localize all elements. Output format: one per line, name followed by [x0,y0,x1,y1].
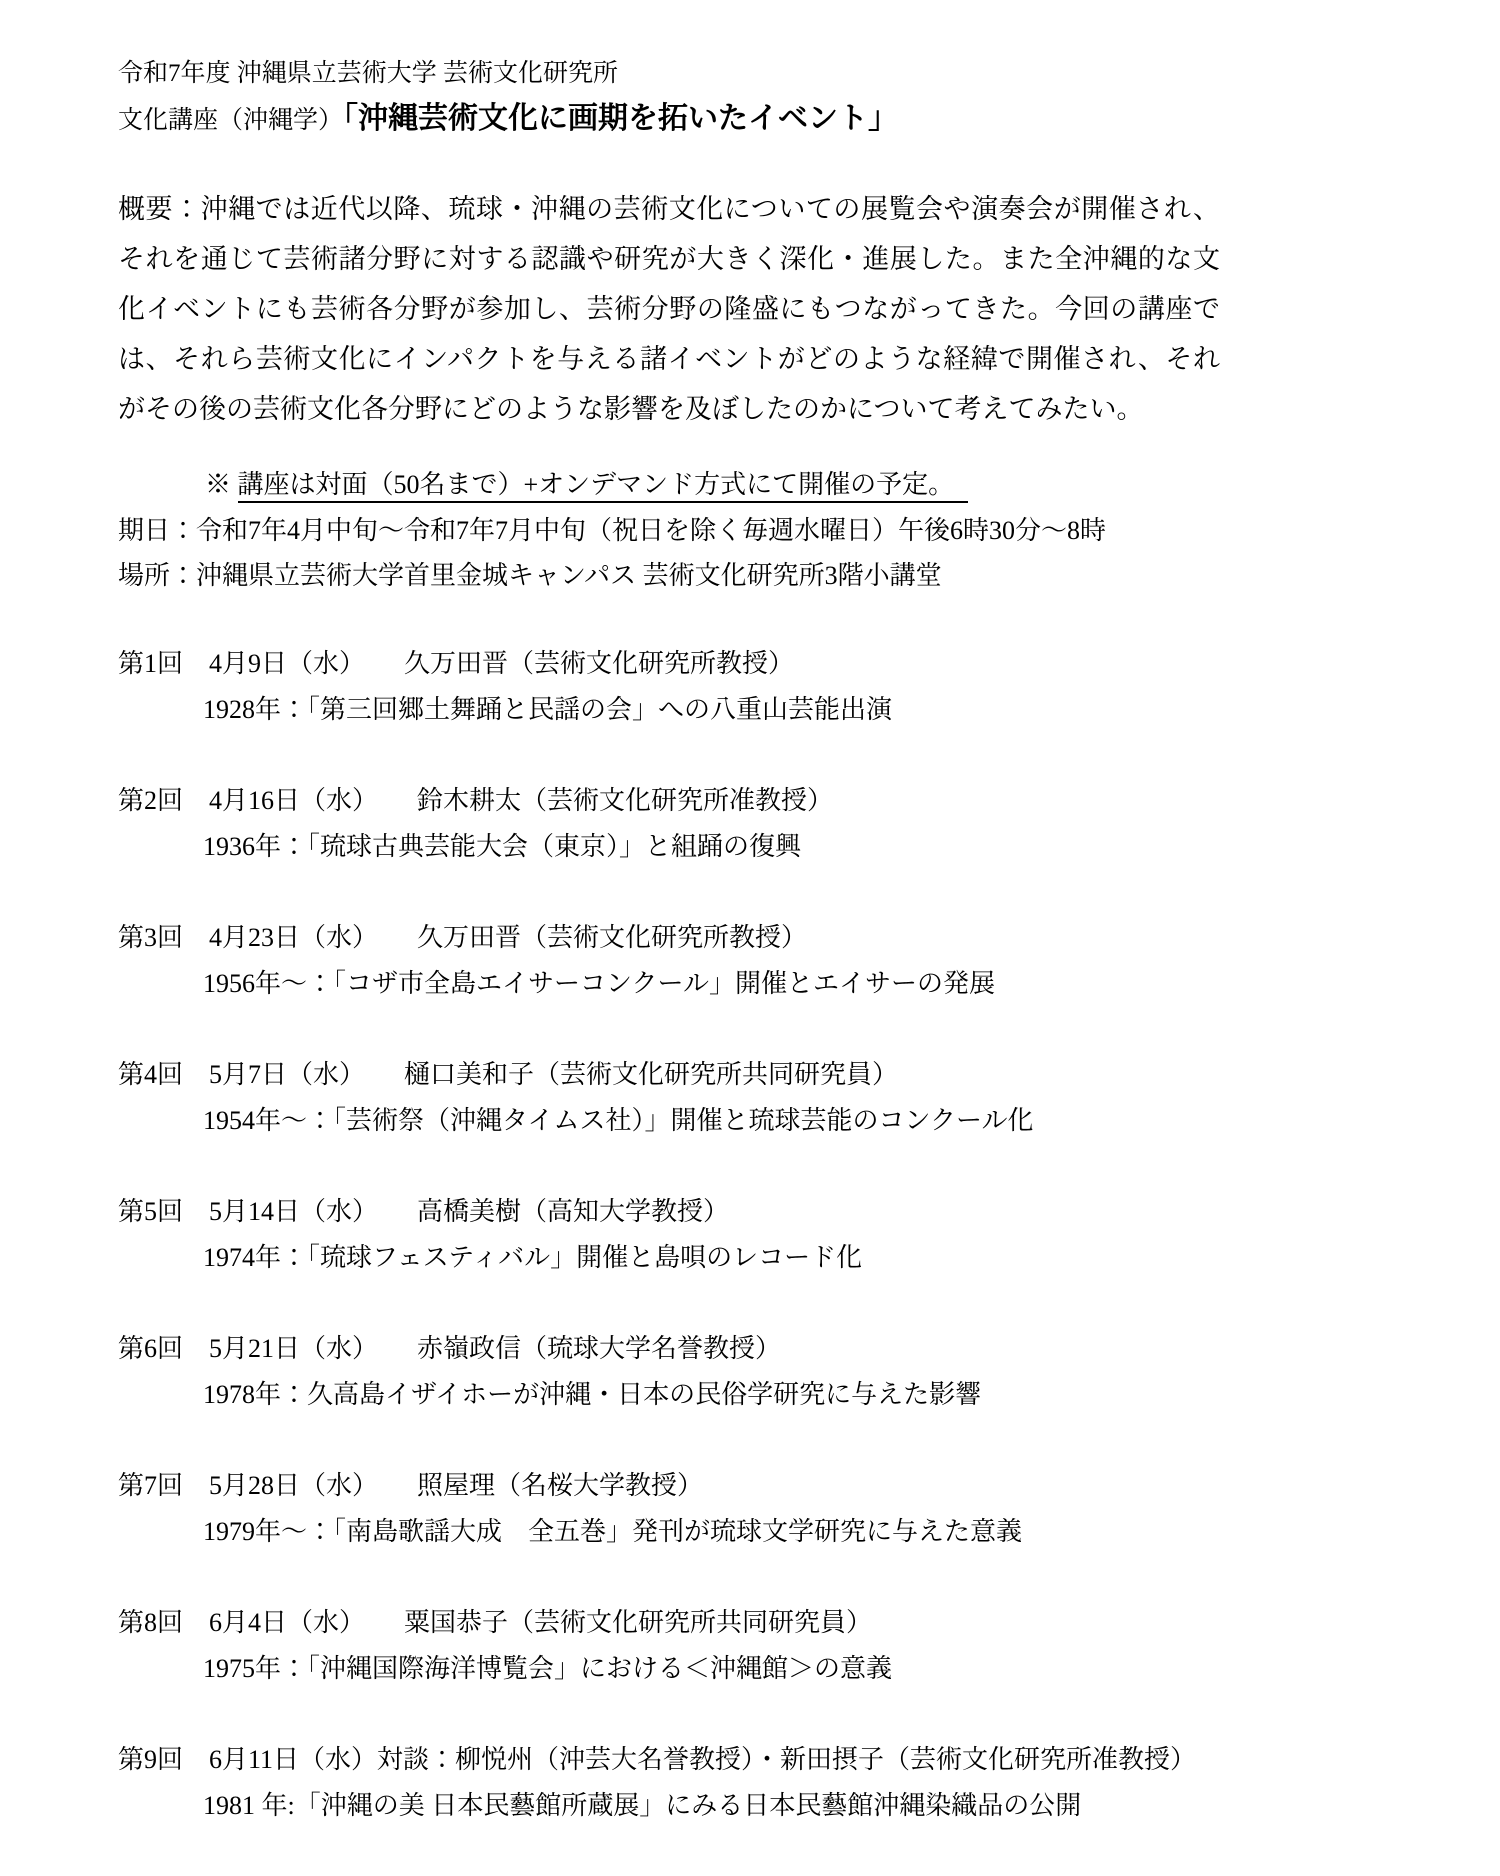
session-topic: 1975年：「沖縄国際海洋博覧会」における＜沖縄館＞の意義 [203,1654,893,1683]
session-topic: 1978年：久高島イザイホーが沖縄・日本の民俗学研究に与えた影響 [203,1380,982,1409]
date-line: 期日：令和7年4月中旬～令和7年7月中旬（祝日を除く毎週水曜日）午後6時30分～8時 [118,516,1107,545]
session-entry-9 [118,1737,1220,1829]
session-topic: 1954年～：「芸術祭（沖縄タイムス社）」開催と琉球芸能のコンクール化 [203,1106,1034,1135]
session-entry-2 [118,778,1220,870]
session-list [118,641,1220,1829]
session-topic: 1979年～：「南島歌謡大成 全五巻」発刊が琉球文学研究に与えた意義 [203,1517,1023,1546]
session-entry-1 [118,641,1220,733]
note-line [205,462,1220,508]
session-heading: 第1回 4月9日（水） 久万田晋（芸術文化研究所教授） [118,649,795,678]
session-heading: 第2回 4月16日（水） 鈴木耕太（芸術文化研究所准教授） [118,786,834,815]
session-topic: 1974年：「琉球フェスティバル」開催と島唄のレコード化 [203,1243,863,1272]
session-entry-3 [118,915,1220,1007]
session-topic: 1956年～：「コザ市全島エイサーコンクール」開催とエイサーの発展 [203,969,995,998]
session-topic: 1936年：「琉球古典芸能大会（東京）」と組踊の復興 [203,832,802,861]
session-heading: 第3回 4月23日（水） 久万田晋（芸術文化研究所教授） [118,923,808,952]
place-line: 場所：沖縄県立芸術大学首里金城キャンパス 芸術文化研究所3階小講堂 [118,561,942,590]
session-heading: 第9回 6月11日（水）対談：柳悦州（沖芸大名誉教授）・新田摂子（芸術文化研究所准教授） [118,1745,1197,1774]
document-title [118,98,1220,142]
session-entry-6 [118,1326,1220,1418]
overview-paragraph: 概要：沖縄では近代以降、琉球・沖縄の芸術文化についての展覧会や演奏会が開催され、それを通じて芸術諸分野に対する認識や研究が大きく深化・進展した。また全沖縄的な文化イベントにも芸術各分野が参加し、芸術分野の隆盛にもつながってきた。今回の講座では、それら芸術文化にインパクトを与える諸イベントがどのような経緯で開催され、それがその後の芸術文化各分野にどのような影響を及ぼしたのかについて考えてみたい。 [118,194,1220,424]
session-heading: 第8回 6月4日（水） 粟国恭子（芸術文化研究所共同研究員） [118,1608,873,1637]
session-heading: 第5回 5月14日（水） 高橋美樹（高知大学教授） [118,1197,730,1226]
session-entry-8 [118,1600,1220,1692]
session-heading: 第4回 5月7日（水） 樋口美和子（芸術文化研究所共同研究員） [118,1060,899,1089]
session-topic: 1928年：「第三回郷土舞踊と民謡の会」への八重山芸能出演 [203,695,893,724]
session-heading: 第6回 5月21日（水） 赤嶺政信（琉球大学名誉教授） [118,1334,782,1363]
session-topic: 1981 年:「沖縄の美 日本民藝館所蔵展」にみる日本民藝館沖縄染織品の公開 [203,1791,1082,1820]
document-header: 令和7年度 沖縄県立芸術大学 芸術文化研究所 [118,60,619,87]
session-entry-5 [118,1189,1220,1281]
title-prefix: 文化講座（沖縄学） [118,107,344,134]
session-entry-4 [118,1052,1220,1144]
note-text: 講座は対面（50名まで）+オンデマンド方式にて開催の予定。 [238,470,969,503]
note-marker: ※ [205,470,238,499]
session-heading: 第7回 5月28日（水） 照屋理（名桜大学教授） [118,1471,704,1500]
session-entry-7 [118,1463,1220,1555]
title-main: 「沖縄芸術文化に画期を拓いたイベント」 [343,102,899,135]
